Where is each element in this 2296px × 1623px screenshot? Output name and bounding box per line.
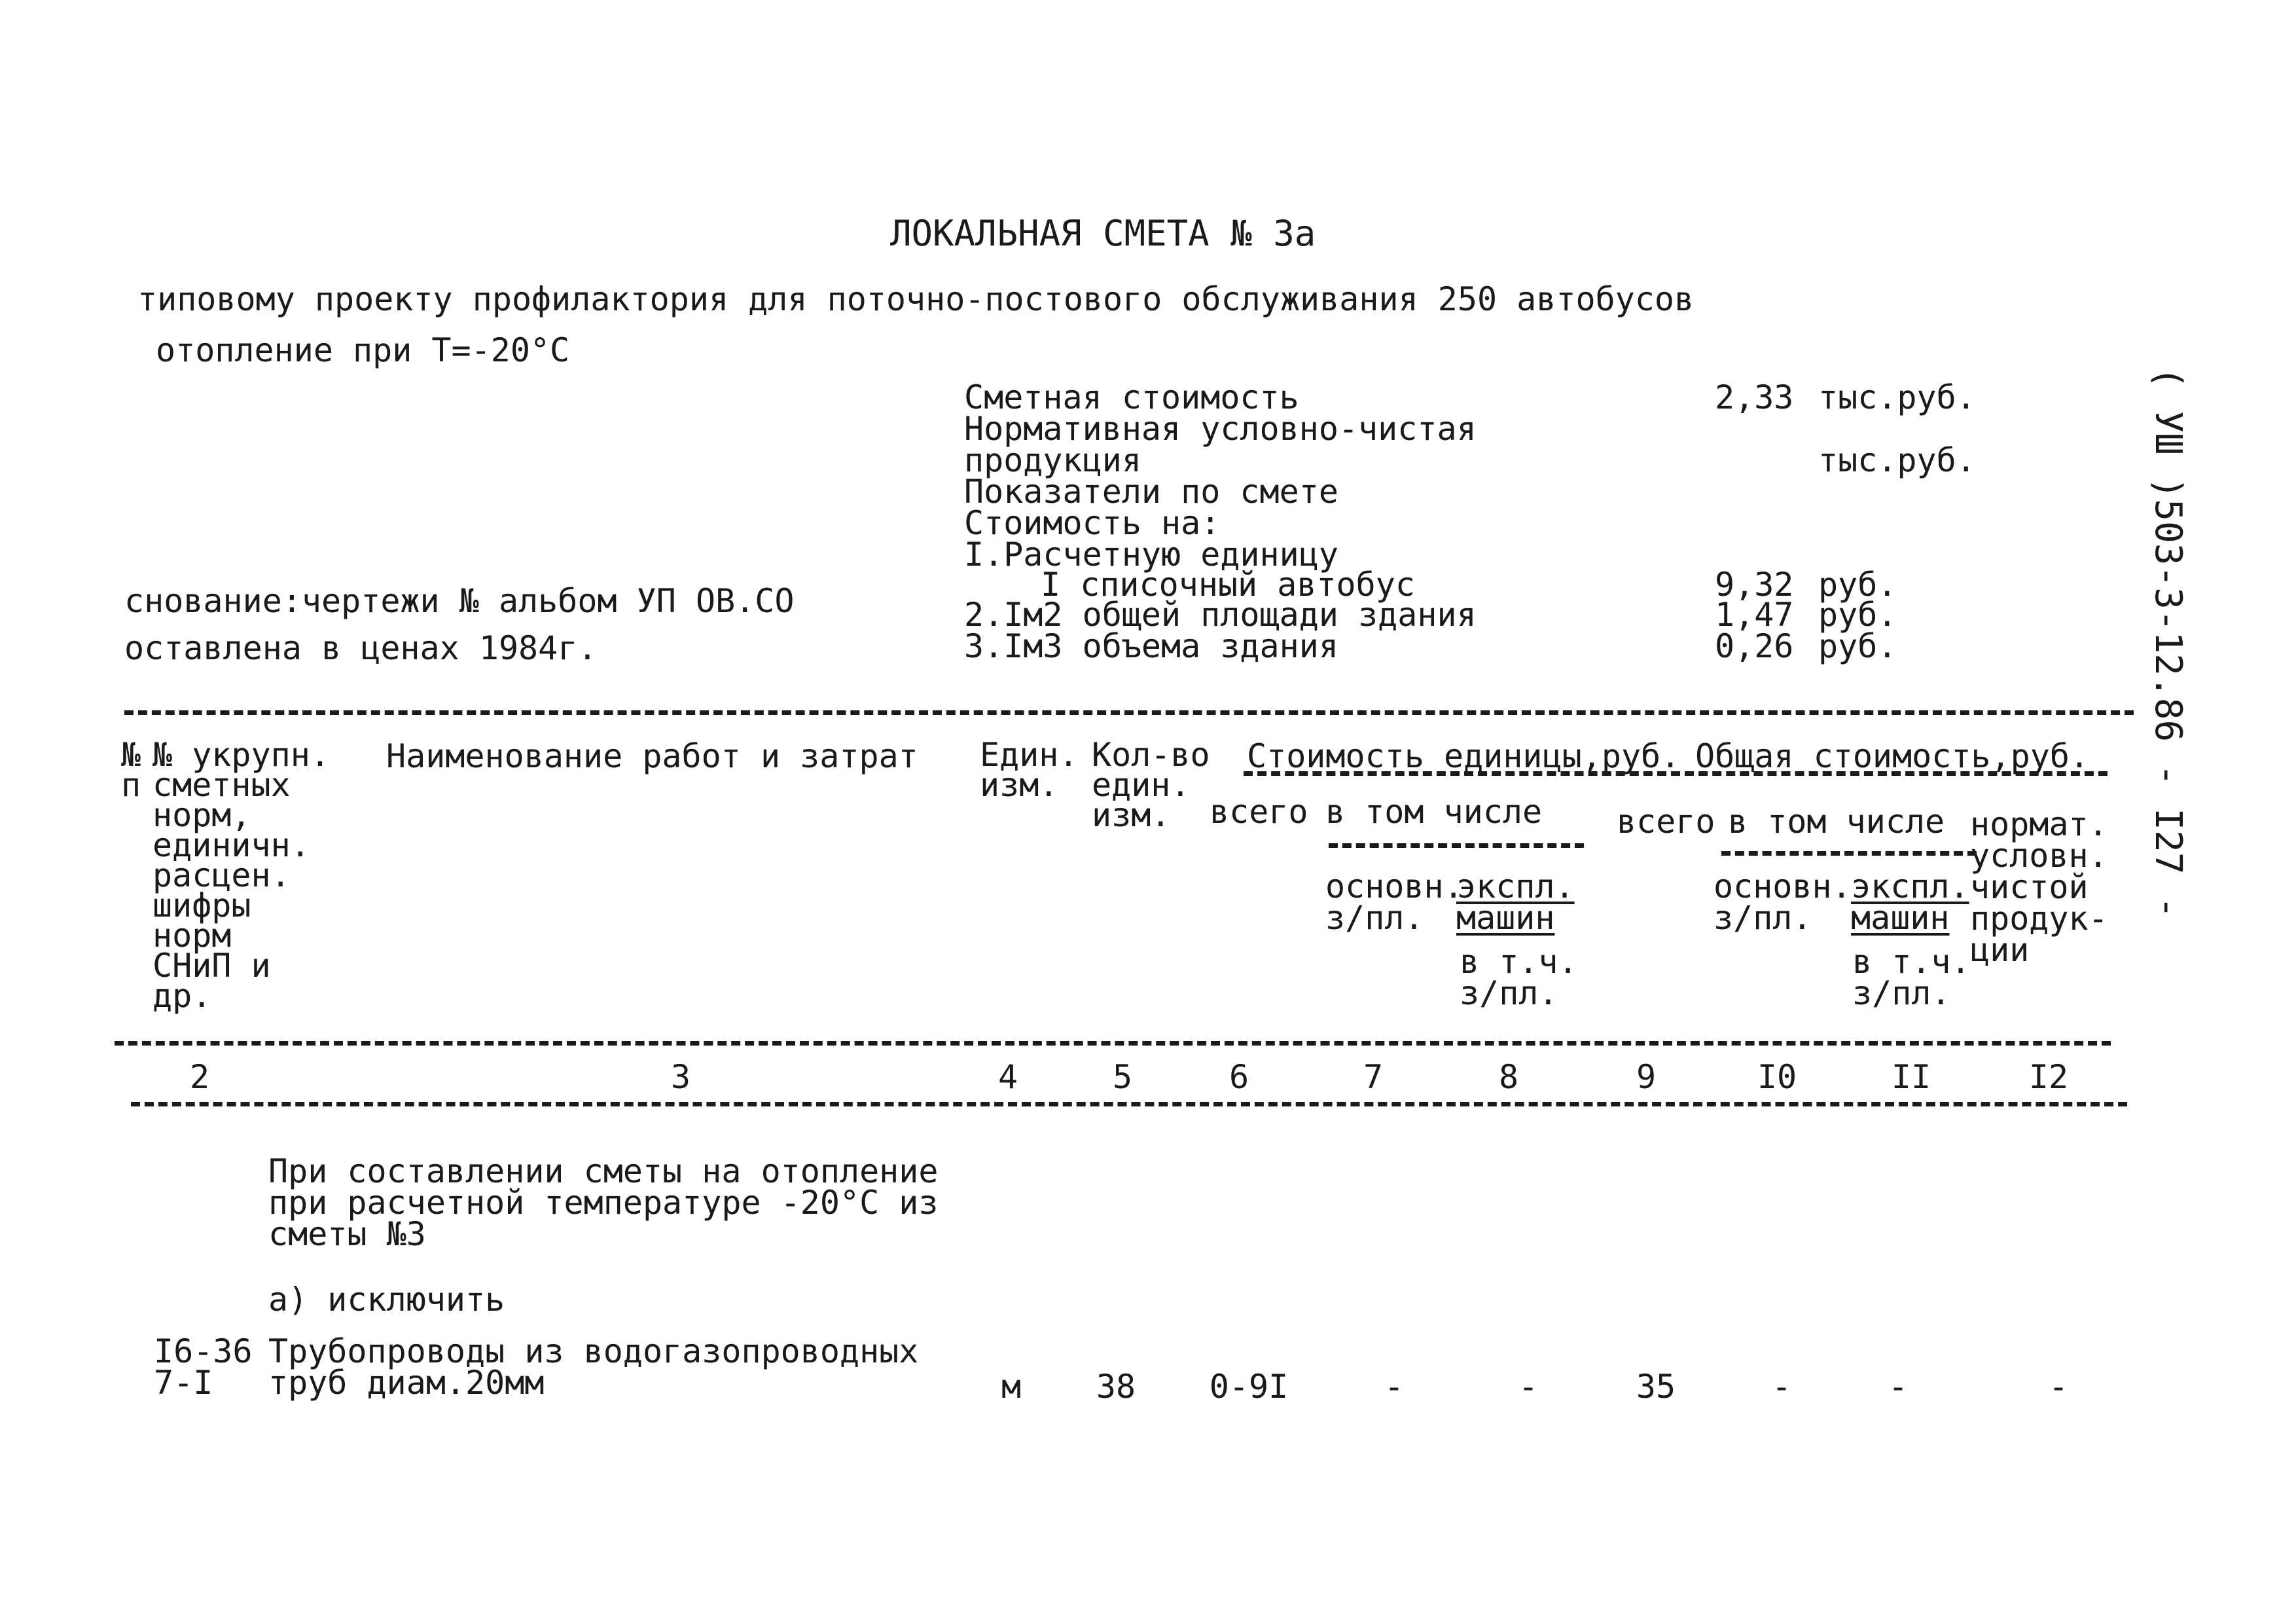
header-col-2: № укрупн. сметных норм, единичн. расцен. шифры норм СНиП и др. bbox=[152, 736, 330, 1015]
col-number: II bbox=[1891, 1058, 1931, 1096]
header-col-8b: в т.ч. з/пл. bbox=[1460, 943, 1578, 1012]
normative-label-2: продукция bbox=[964, 441, 1141, 479]
estimated-cost-unit: тыс.руб. bbox=[1818, 378, 1976, 416]
area-unit-currency: руб. bbox=[1818, 596, 1897, 634]
area-unit-label: 2.Iм2 общей площади здания bbox=[964, 596, 1477, 634]
col-number: 5 bbox=[1112, 1058, 1133, 1096]
col-number: I0 bbox=[1757, 1058, 1797, 1096]
header-col-11b: в т.ч. з/пл. bbox=[1852, 943, 1971, 1012]
table-top-rule bbox=[124, 710, 2134, 715]
header-col-3: Наименование работ и затрат bbox=[386, 737, 918, 775]
col-number: I2 bbox=[2028, 1058, 2069, 1096]
row-unit: м bbox=[1001, 1368, 1022, 1406]
row-col-11: - bbox=[1888, 1368, 1909, 1406]
estimated-cost-value: 2,33 bbox=[1715, 378, 1794, 416]
header-bottom-rule bbox=[115, 1041, 2111, 1046]
basis-line: снование:чертежи № альбом УП ОВ.СО bbox=[124, 582, 795, 620]
row-col-12: - bbox=[2048, 1368, 2069, 1406]
unit-subgroup-rule bbox=[1329, 843, 1584, 848]
row-col-7: - bbox=[1384, 1368, 1405, 1406]
header-col-1: № п bbox=[121, 736, 141, 804]
header-col-5: Кол-во един. изм. bbox=[1092, 736, 1210, 834]
volume-unit-label: 3.Iм3 объема здания bbox=[964, 627, 1338, 665]
normative-label-1: Нормативная условно-чистая bbox=[964, 410, 1477, 448]
volume-unit-currency: руб. bbox=[1818, 627, 1897, 665]
calc-unit-label: I.Расчетную единицу bbox=[964, 536, 1338, 574]
total-subgroup-rule bbox=[1721, 851, 1977, 856]
col-number: 4 bbox=[997, 1058, 1018, 1096]
estimated-cost-label: Сметная стоимость bbox=[964, 378, 1299, 416]
header-col-12: нормат. условн. чистой продук- ции bbox=[1970, 805, 2108, 969]
header-col-10: основн. з/пл. bbox=[1713, 867, 1852, 937]
col-number: 6 bbox=[1229, 1058, 1249, 1096]
row-name: Трубопроводы из водогазопроводных труб диам.20мм bbox=[268, 1332, 919, 1402]
project-subtitle: типовому проекту профилактория для поточно-постового обслуживания 250 автобусов bbox=[137, 280, 1695, 318]
bus-unit-value: 9,32 bbox=[1715, 566, 1794, 604]
bus-unit-currency: руб. bbox=[1818, 566, 1897, 604]
row-unit-cost: 0-9I bbox=[1209, 1368, 1289, 1406]
indicators-label: Показатели по смете bbox=[964, 473, 1338, 511]
col-number: 3 bbox=[670, 1058, 691, 1096]
row-total: 35 bbox=[1636, 1368, 1676, 1406]
normative-unit: тыс.руб. bbox=[1818, 441, 1976, 479]
body-note: При составлении сметы на отопление при расчетной температуре -20°С из сметы №3 bbox=[268, 1152, 939, 1253]
heating-subtitle: отопление при Т=-20°С bbox=[156, 331, 570, 369]
volume-unit-value: 0,26 bbox=[1715, 627, 1794, 665]
col-number: 9 bbox=[1636, 1058, 1657, 1096]
header-unit-cost: Стоимость единицы,руб. bbox=[1247, 737, 1681, 775]
area-unit-value: 1,47 bbox=[1715, 596, 1794, 634]
col-number: 2 bbox=[189, 1058, 210, 1096]
price-year-line: оставлена в ценах 1984г. bbox=[124, 629, 598, 667]
header-col-7-group: в том числе bbox=[1325, 793, 1543, 831]
exclude-heading: а) исключить bbox=[268, 1281, 505, 1319]
col-number: 7 bbox=[1363, 1058, 1384, 1096]
col-number: 8 bbox=[1498, 1058, 1519, 1096]
cost-on-label: Стоимость на: bbox=[964, 504, 1221, 542]
row-col-10: - bbox=[1771, 1368, 1792, 1406]
row-col-8: - bbox=[1518, 1368, 1539, 1406]
header-col-6: всего bbox=[1210, 793, 1308, 831]
numbers-bottom-rule bbox=[131, 1102, 2127, 1106]
header-col-4: Един. изм. bbox=[980, 736, 1079, 804]
row-code: I6-36 7-I bbox=[154, 1332, 253, 1402]
header-col-7: основн. з/пл. bbox=[1325, 867, 1463, 937]
header-col-8: экспл. машин bbox=[1456, 867, 1575, 937]
bus-unit-label: I списочный автобус bbox=[1041, 566, 1415, 604]
row-quantity: 38 bbox=[1096, 1368, 1136, 1406]
side-stamp: ( УШ )503-3-12.86 - I27 - bbox=[2147, 367, 2189, 919]
header-col-10-group: в том числе bbox=[1728, 803, 1945, 841]
header-col-9: всего bbox=[1617, 803, 1715, 841]
header-col-11: экспл. машин bbox=[1851, 867, 1969, 937]
header-total-cost: Общая стоимость,руб. bbox=[1695, 737, 2090, 775]
document-title: ЛОКАЛЬНАЯ СМЕТА № 3а bbox=[890, 213, 1316, 254]
